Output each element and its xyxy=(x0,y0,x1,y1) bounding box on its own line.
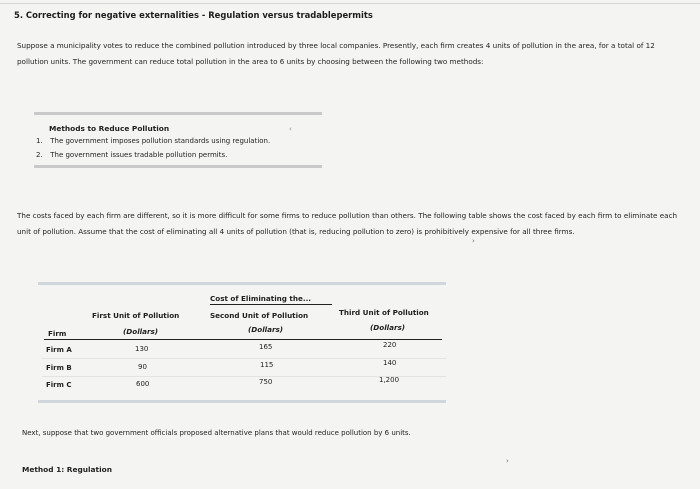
col-header-second: Second Unit of Pollution xyxy=(210,311,309,320)
intro-paragraph: Suppose a municipality votes to reduce the combined pollution introduced by three local companies. Presently, each firm creates 4 units of pollution in the area, for a total of 12 pollution units. The government can reduce total pollution in the area to 6 units by choosing between the following two methods: xyxy=(17,41,655,66)
cell-c-first: 600 xyxy=(136,380,150,388)
col-unit-second: (Dollars) xyxy=(248,325,284,334)
table-group-header: Cost of Eliminating the... xyxy=(210,294,312,303)
col-header-first: First Unit of Pollution xyxy=(92,311,180,320)
col-header-third: Third Unit of Pollution xyxy=(339,308,429,317)
costs-paragraph: The costs faced by each firm are different, so it is more difficult for some firms to reduce pollution than others. The following table shows the cost faced by each firm to eliminate each unit of pollution. Assume that the cost of eliminating all 4 units of pollution (that is, reducing pollution to zero) is prohibitively expensive for all three firms. xyxy=(17,211,678,236)
method-item-number: 1. xyxy=(36,137,43,145)
col-header-firm: Firm xyxy=(48,329,67,338)
methods-bottom-rule xyxy=(34,165,322,168)
cell-a-first: 130 xyxy=(135,345,149,353)
row-firm-b: Firm B xyxy=(46,364,72,372)
top-divider xyxy=(0,3,700,4)
method-item xyxy=(36,137,322,145)
cell-c-second: 750 xyxy=(259,378,273,386)
cell-a-third: 220 xyxy=(383,341,397,349)
cell-b-second: 115 xyxy=(260,361,274,369)
methods-box xyxy=(34,112,322,168)
method-item xyxy=(36,151,322,159)
methods-title: Methods to Reduce Pollution xyxy=(49,124,170,133)
cursor-icon: › xyxy=(472,237,475,245)
row-firm-a: Firm A xyxy=(46,346,72,354)
row-firm-c: Firm C xyxy=(46,381,72,389)
method-item-text: The government issues tradable pollution permits. xyxy=(50,151,228,159)
cost-table xyxy=(38,282,446,404)
cell-b-third: 140 xyxy=(383,359,397,367)
method1-heading: Method 1: Regulation xyxy=(22,465,112,474)
col-unit-third: (Dollars) xyxy=(370,323,406,332)
cursor-icon: › xyxy=(506,457,509,465)
cell-c-third: 1,200 xyxy=(379,376,400,384)
table-top-rule xyxy=(38,282,446,285)
next-paragraph: Next, suppose that two government officials proposed alternative plans that would reduce pollution by 6 units. xyxy=(22,429,411,437)
methods-list xyxy=(34,137,322,159)
cell-a-second: 165 xyxy=(259,343,273,351)
question-title: 5. Correcting for negative externalities - Regulation versus tradablepermits xyxy=(14,10,373,20)
cell-b-first: 90 xyxy=(138,363,147,371)
table-bottom-rule xyxy=(38,400,446,403)
header-underline xyxy=(44,339,442,340)
caret-icon: ‹ xyxy=(289,125,292,133)
col-unit-first: (Dollars) xyxy=(123,327,159,336)
method-item-text: The government imposes pollution standards using regulation. xyxy=(50,137,271,145)
methods-top-rule xyxy=(34,112,322,115)
group-header-underline xyxy=(210,304,332,305)
method-item-number: 2. xyxy=(36,151,43,159)
